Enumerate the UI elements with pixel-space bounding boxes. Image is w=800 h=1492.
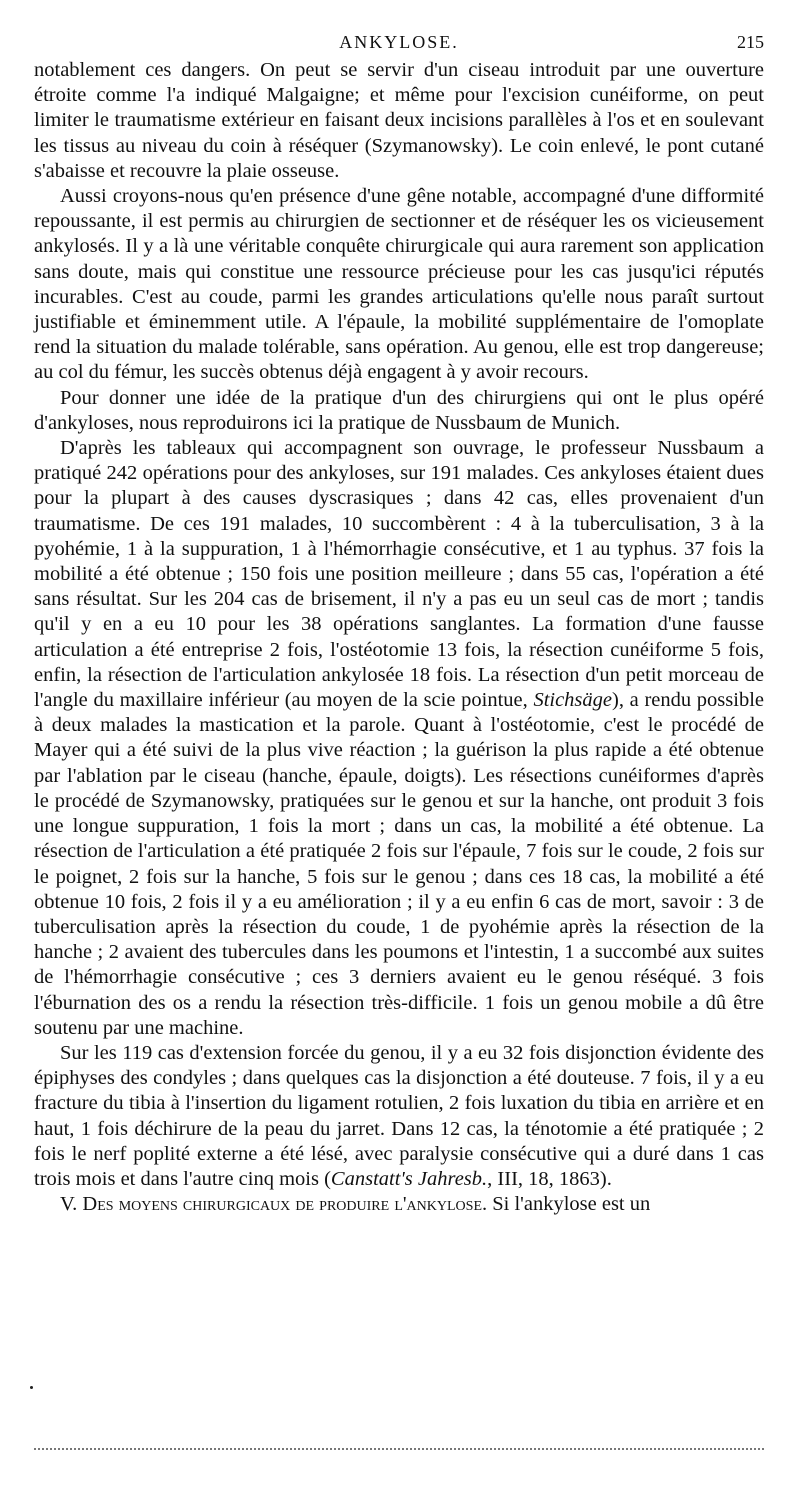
text-segment: V. xyxy=(60,1193,83,1216)
text-segment: Sur les 119 cas d'extension forcée du genou, il y a eu 32 fois disjonction évidente des épiphyses des condyles ; dans quelques cas la disjonction a été douteuse. 7 fois, il y a eu fracture du tibia à l'insertion du ligament rotulien, 2 fois luxation du tibia en arrière et en haut, 1 fois déchirure de la peau du jarret. Dans 12 cas, la ténotomie a été pratiquée ; 2 fois le nerf poplité externe a été lésé, avec paralysie consécutive qui a duré dans 1 cas trois mois et dans l'autre cinq mois ( xyxy=(34,1041,764,1190)
text-segment: ), a rendu possible à deux malades la mastication et la parole. Quant à l'ostéotomie, c'est le procédé de Mayer qui a été suivi de la plus vive réaction ; la guérison la plus rapide a été obtenue par l'ablation par le ciseau (hanche, épaule, doigts). Les résections cunéiformes d'après le procédé de Szymanowsky, pratiquées sur le genou et sur la hanche, ont produit 3 fois une longue suppuration, 1 fois la mort ; dans un cas, la mobilité a été obtenue. La résection de l'articulation a été pratiquée 2 fois sur l'épaule, 7 fois sur le coude, 2 fois sur le poignet, 2 fois sur la hanche, 5 fois sur le genou ; dans ces 18 cas, la mobilité a été obtenue 10 fois, 2 fois il y a eu amélioration ; il y a eu enfin 6 cas de mort, savoir : 3 de tuberculisation après la résection du coude, 1 de pyohémie après la résection de la hanche ; 2 avaient des tubercules dans les poumons et l'intestin, 1 a succombé aux suites de l'hémorrhagie consécutive ; ces 3 derniers avaient eu le genou réséqué. 3 fois l'éburnation des os a rendu la résection très-difficile. 1 fois un genou mobile a dû être soutenu par une machine. xyxy=(34,689,764,1039)
running-header xyxy=(34,26,764,56)
text-body xyxy=(34,58,764,1217)
page-number: 215 xyxy=(737,32,764,52)
text-segment: , III, 18, 1863). xyxy=(487,1167,612,1190)
section-heading: Des moyens chirurgicaux de produire l'ankylose. xyxy=(82,1193,488,1216)
paragraph xyxy=(34,1192,764,1217)
text-segment: notablement ces dangers. On peut se servir d'un ciseau introduit par une ouverture étroite comme l'a indiqué Malgaigne; et même pour l'excision cunéiforme, on peut limiter le traumatisme extérieur en faisant deux incisions parallèles à l'os et en soulevant les tissus au niveau du coin à réséquer (Szymanowsky). Le coin enlevé, le pont cutané s'abaisse et recouvre la plaie osseuse. xyxy=(34,59,764,182)
italic-text: Canstatt's Jahresb. xyxy=(330,1167,488,1190)
paragraph xyxy=(34,58,764,184)
italic-text: Stichsäge xyxy=(533,689,613,712)
text-segment: Pour donner une idée de la pratique d'un des chirurgiens qui ont le plus opéré d'ankyloses, nous reproduirons ici la pratique de Nussbaum de Munich. xyxy=(34,386,764,434)
paragraph xyxy=(34,436,764,1041)
paragraph xyxy=(34,386,764,436)
page xyxy=(34,26,764,1217)
paragraph xyxy=(34,1041,764,1192)
margin-mark xyxy=(30,1386,33,1389)
dotted-rule xyxy=(34,1448,764,1450)
running-title: ANKYLOSE. xyxy=(339,32,459,52)
text-segment: Aussi croyons-nous qu'en présence d'une gêne notable, accompagné d'une difformité repoussante, il est permis au chirurgien de sectionner et de réséquer les os vicieusement ankylosés. Il y a là une véritable conquête chirurgicale qui aura rarement son application sans doute, mais qui constitue une ressource précieuse pour les cas jusqu'ici réputés incurables. C'est au coude, parmi les grandes articulations qu'elle nous paraît surtout justifiable et éminemment utile. A l'épaule, la mobilité supplémentaire de l'omoplate rend la situation du malade tolérable, sans opération. Au genou, elle est trop dangereuse; au col du fémur, les succès obtenus déjà engagent à y avoir recours. xyxy=(34,185,764,384)
text-segment: Si l'ankylose est un xyxy=(487,1193,651,1216)
paragraph xyxy=(34,184,764,386)
text-segment: D'après les tableaux qui accompagnent son ouvrage, le professeur Nussbaum a pratiqué 242 opérations pour des ankyloses, sur 191 malades. Ces ankyloses étaient dues pour la plupart à des causes dyscrasiques ; dans 42 cas, elles provenaient d'un traumatisme. De ces 191 malades, 10 succombèrent : 4 à la tuberculisation, 3 à la pyohémie, 1 à la suppuration, 1 à l'hémorrhagie consécutive, et 1 au typhus. 37 fois la mobilité a été obtenue ; 150 fois une position meilleure ; dans 55 cas, l'opération a été sans résultat. Sur les 204 cas de brisement, il n'y a pas eu un seul cas de mort ; tandis qu'il y en a eu 10 pour les 38 opérations sanglantes. La formation d'une fausse articulation a été entreprise 2 fois, l'ostéotomie 13 fois, la résection cunéiforme 5 fois, enfin, la résection de l'articulation ankylosée 18 fois. La résection d'un petit morceau de l'angle du maxillaire inférieur (au moyen de la scie pointue, xyxy=(34,437,764,712)
